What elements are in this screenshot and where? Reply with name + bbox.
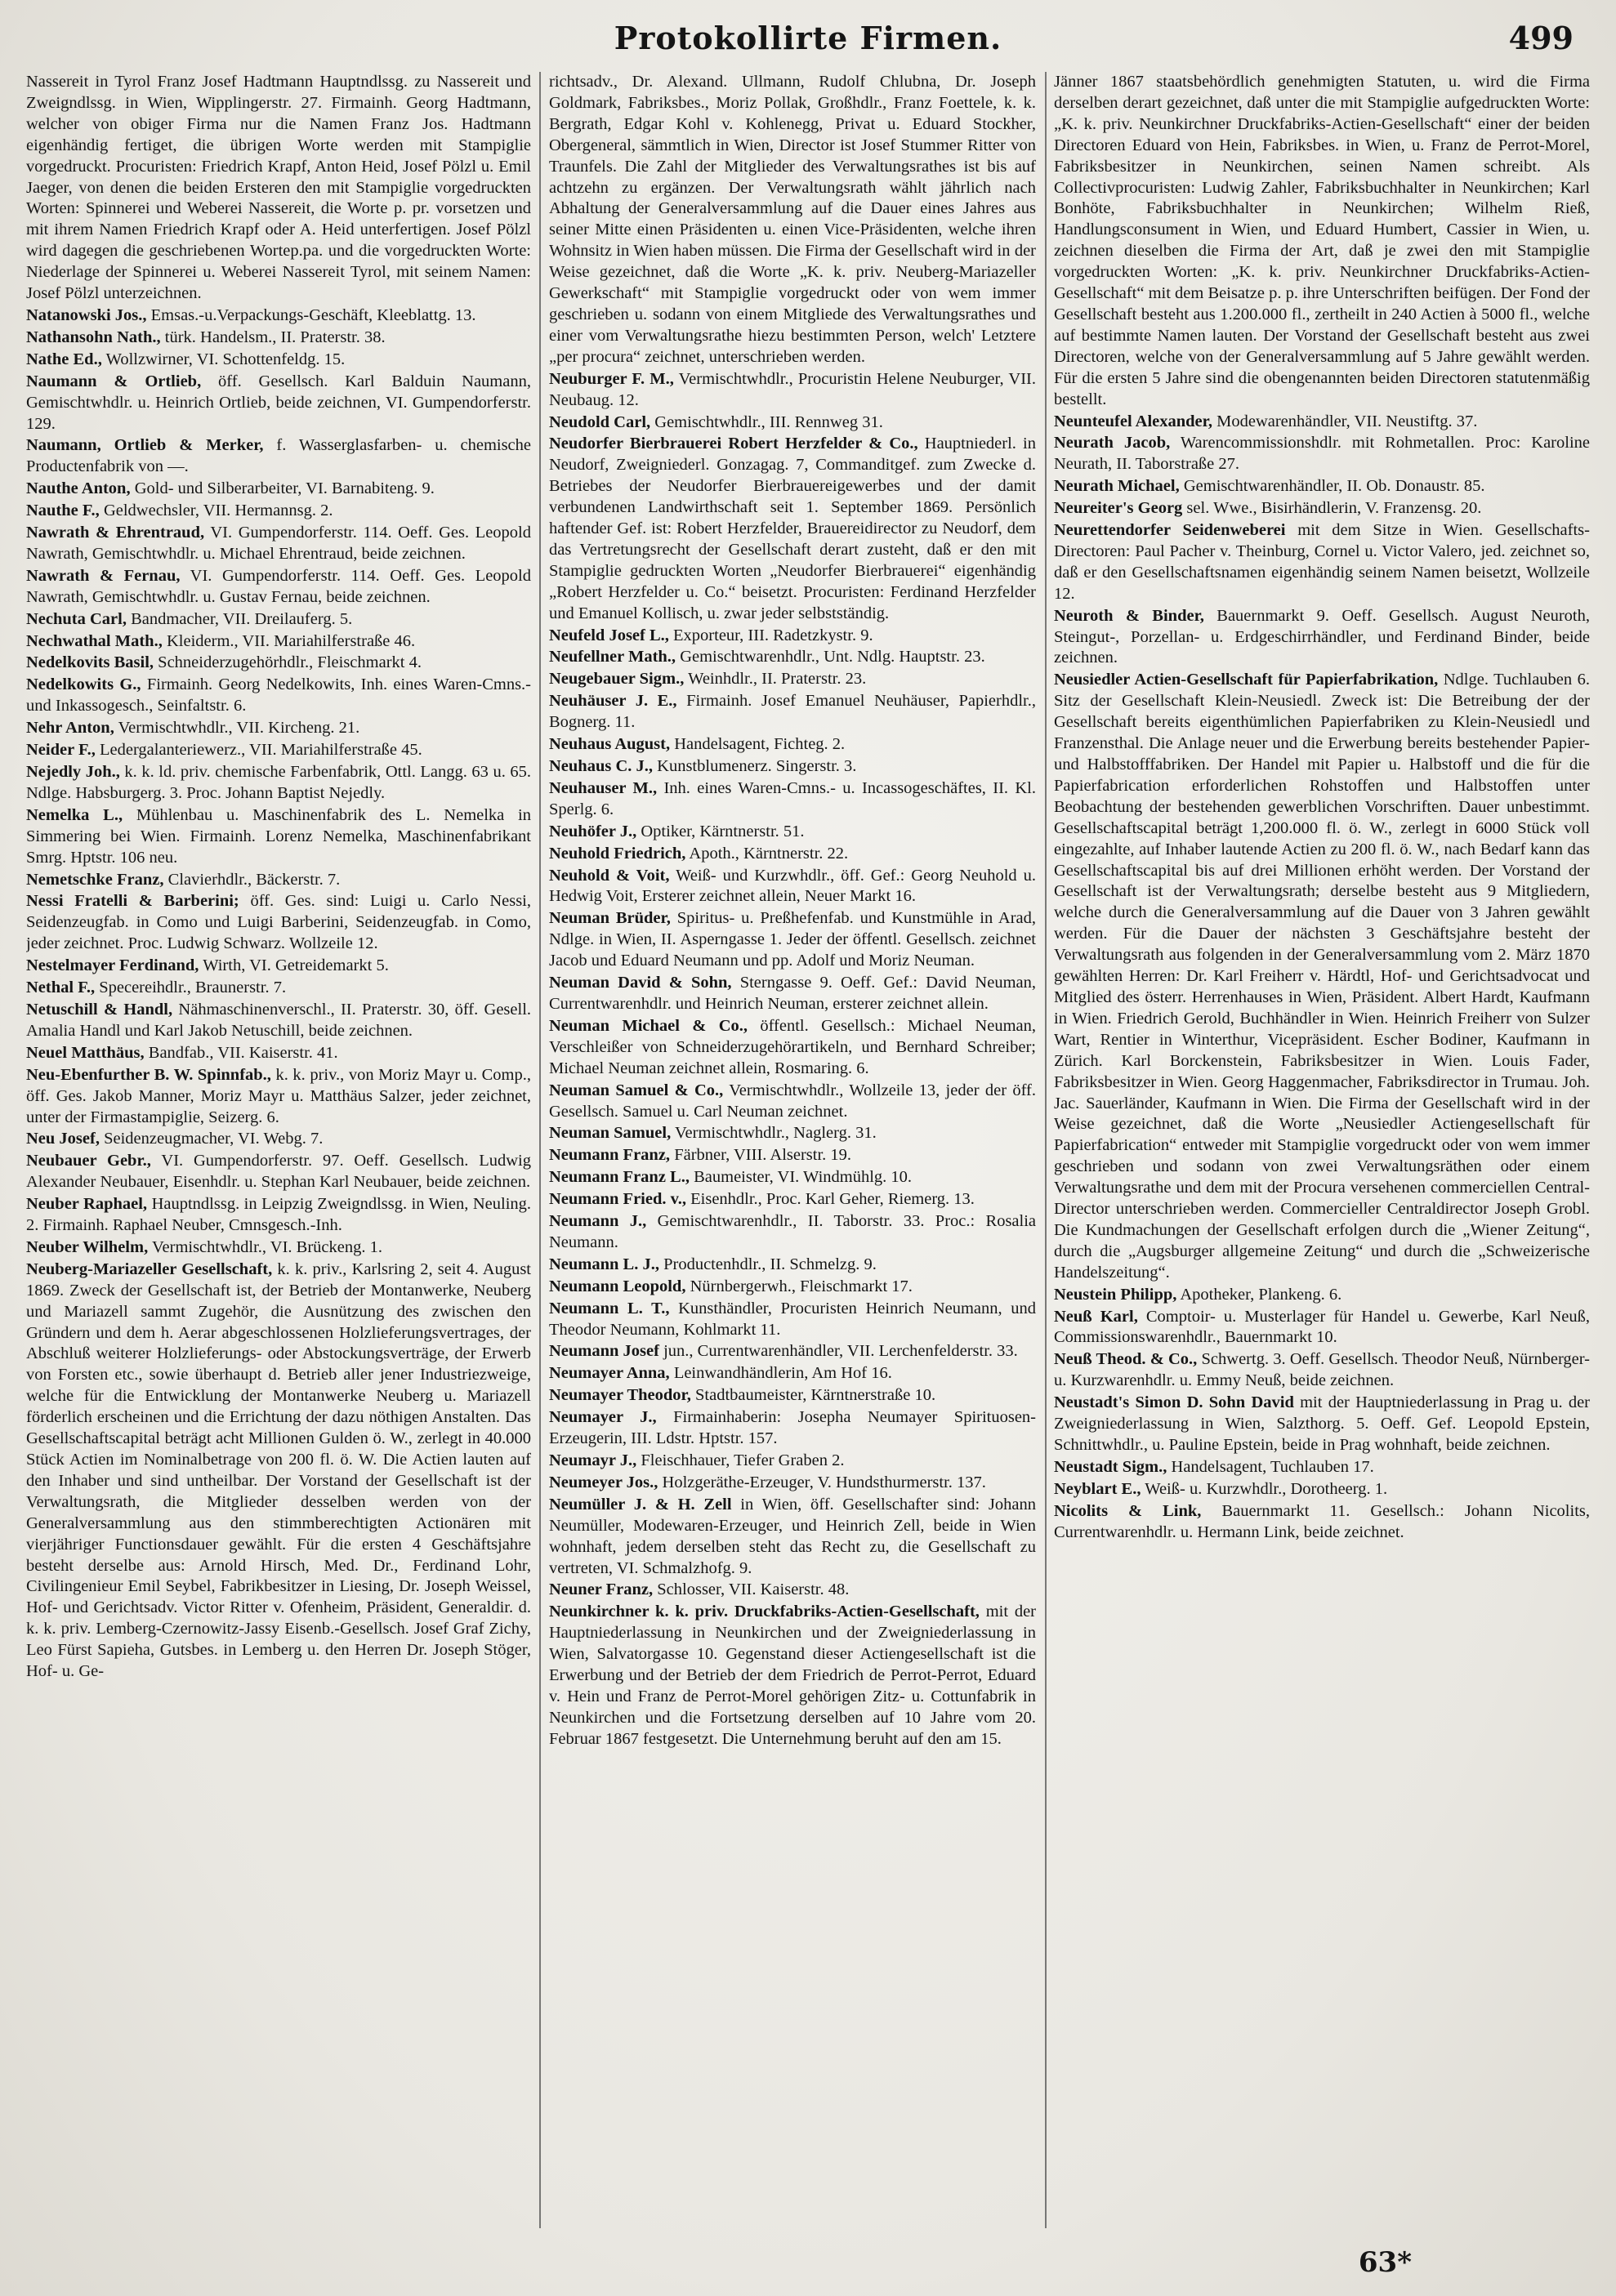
- firm-name: Neuburger F. M.,: [549, 369, 674, 388]
- entry-text: VI. Gumpendorferstr. 114. Oeff. Ges. Leopold Nawrath, Gemischtwhdlr. u. Gustav Fernau, beide zeichnen.: [26, 566, 531, 606]
- entry-text: Bandfab., VII. Kaiserstr. 41.: [148, 1043, 338, 1062]
- firm-name: Neyblart E.,: [1054, 1479, 1141, 1498]
- entry-text: Schneiderzugehörhdlr., Fleischmarkt 4.: [158, 653, 422, 672]
- firm-name: Neuß Karl,: [1054, 1307, 1138, 1326]
- firm-name: Nessi Fratelli & Barberini;: [26, 892, 239, 911]
- firm-name: Neumayer J.,: [549, 1408, 657, 1427]
- directory-entry: [549, 647, 1036, 668]
- entry-text: Productenhdlr., II. Schmelzg. 9.: [663, 1255, 877, 1273]
- directory-entry: [549, 669, 1036, 690]
- entry-text: Vermischtwhdlr., Wollzeile 13, jeder der öff. Gesellsch. Samuel u. Carl Neuman zeichnet.: [549, 1081, 1036, 1121]
- entry-text: Leinwandhändlerin, Am Hof 16.: [673, 1364, 892, 1383]
- directory-entry: [549, 1189, 1036, 1210]
- directory-entry: [549, 866, 1036, 908]
- column-3: [1054, 72, 1590, 2236]
- firm-name: Nethal F.,: [26, 979, 96, 997]
- firm-name: Neumüller J. & H. Zell: [549, 1495, 732, 1514]
- firm-name: Nathe Ed.,: [26, 350, 102, 368]
- entry-text: Kunstblumenerz. Singerstr. 3.: [657, 757, 857, 775]
- firm-name: Neumann Josef: [549, 1342, 659, 1361]
- firm-name: Neumayr J.,: [549, 1451, 637, 1469]
- firm-name: Natanowski Jos.,: [26, 305, 147, 324]
- entry-text: öff. Ges. sind: Luigi u. Carlo Nessi, Seidenzeugfab. in Como und Luigi Barberini, Seidenzeugfab. in Como, jeder zeichnet. Proc. Ludwig Schwarz. Wollzeile 12.: [26, 892, 531, 953]
- entry-text: Hauptndlssg. in Leipzig Zweigndlssg. in Wien, Neuling. 2. Firmainh. Raphael Neuber, Cmnsgesch.-Inh.: [26, 1195, 531, 1235]
- column-2: [549, 72, 1036, 2236]
- directory-entry: [1054, 1501, 1590, 1544]
- directory-entry: [549, 1167, 1036, 1188]
- entry-text: Eisenhdlr., Proc. Karl Geher, Riemerg. 13.: [690, 1190, 975, 1209]
- firm-name: Neuner Franz,: [549, 1580, 654, 1599]
- firm-name: Neuman Brüder,: [549, 909, 671, 928]
- entry-text: Bauernmarkt 9. Oeff. Gesellsch. August Neuroth, Steingut-, Porzellan- u. Erdgeschirrhändler, und Ferdinand Binder, beide zeichnen.: [1054, 606, 1590, 667]
- directory-entry: [1054, 1285, 1590, 1306]
- directory-entry: [1054, 72, 1590, 411]
- firm-name: Neuhold Friedrich,: [549, 844, 686, 863]
- entry-text: Handelsagent, Fichteg. 2.: [674, 735, 846, 754]
- entry-text: Vermischtwhdlr., VI. Brückeng. 1.: [151, 1237, 383, 1256]
- firm-name: Neuhöfer J.,: [549, 822, 637, 840]
- entry-text: Jänner 1867 staatsbehördlich genehmigten Statuten, u. wird die Firma derselben derart gezeichnet, daß unter die mit Stampiglie aufgedruckten Worte: „K. k. priv. Neunkirchner Druckfabriks-Actien-Gesellschaft“ einer der beiden Directoren Eduard von Hein, Fabriksbes. in Wien, u. Franz de Perrot-Morel, Fabriksbesitzer in Neunkirchen, seinen Namen schreibt. Als Collectivprocuristen: Ludwig Zahler, Fabriksbuchhalter in Neunkirchen; Karl Bonhöte, Fabriksbuchhalter in Neunkirchen; Wilhelm Rieß, Handlungsconsument in Wien, und Eduard Humbert, Cassier in Wien, u. zeichnen dieselben die Firma der Art, daß je zwei den mit Stampiglie vorgedruckten Worten: „K. k. priv. Neunkirchner Druckfabriks-Actien-Gesellschaft“ mit dem Beisatze p. p. ihre Unterschriften beifügen. Der Fond der Gesellschaft besteht aus 1.200.000 fl., zertheilt in 240 Actien à 5000 fl., welche auf bestimmte Namen lauten. Der Vorstand der Gesellschaft besteht aus zwei Directoren, welche von der Generalversammlung auf 5 Jahre gewählt werden. Für die ersten 5 Jahre sind die obengenannten beiden Directoren statutenmäßig bestellt.: [1054, 73, 1590, 408]
- directory-entry: [1054, 670, 1590, 1283]
- directory-entry: [549, 844, 1036, 865]
- directory-entry: [26, 1259, 531, 1683]
- entry-text: Apoth., Kärntnerstr. 22.: [689, 844, 849, 863]
- entry-text: Weiß- u. Kurzwhdlr., Dorotheerg. 1.: [1145, 1479, 1388, 1498]
- entry-text: Bandmacher, VII. Dreilauferg. 5.: [131, 609, 353, 628]
- entry-text: Emsas.-u.Verpackungs-Geschäft, Kleeblattg. 13.: [150, 305, 476, 324]
- directory-entry: [1054, 606, 1590, 670]
- directory-entry: [549, 734, 1036, 756]
- firm-name: Neudold Carl,: [549, 412, 651, 431]
- directory-entry: [1054, 1479, 1590, 1500]
- page-number: 499: [1508, 20, 1574, 56]
- entry-text: öffentl. Gesellsch.: Michael Neuman, Verschleißer von Schneiderzugehörartikeln, und Bernhard Schreiber; Michael Neuman zeichnet allein, Rosmaring. 6.: [549, 1016, 1036, 1077]
- directory-entry: [549, 1211, 1036, 1254]
- entry-text: Bauernmarkt 11. Gesellsch.: Johann Nicolits, Currentwarenhdlr. u. Hermann Link, beide zeichnet.: [1054, 1501, 1590, 1541]
- entry-text: türk. Handelsm., II. Praterstr. 38.: [164, 328, 386, 346]
- entry-text: Stadtbaumeister, Kärntnerstraße 10.: [695, 1386, 936, 1405]
- directory-entry: [26, 72, 531, 305]
- firm-name: Nauthe Anton,: [26, 479, 131, 498]
- directory-entry: [26, 435, 531, 478]
- entry-text: in Wien, öff. Gesellschafter sind: Johann Neumüller, Modewaren-Erzeuger, und Heinrich Zell, beide in Wien wohnhaft, jedem derselben steht das Recht zu, die Gesellschaft zu vertreten, VI. Schmalzhofg. 9.: [549, 1495, 1036, 1577]
- entry-text: VI. Gumpendorferstr. 114. Oeff. Ges. Leopold Nawrath, Gemischtwhdlr. u. Michael Ehrentraud, beide zeichnen.: [26, 524, 531, 563]
- firm-name: Neuman Michael & Co.,: [549, 1016, 748, 1035]
- directory-entry: [549, 1407, 1036, 1450]
- firm-name: Neumeyer Jos.,: [549, 1473, 658, 1491]
- firm-name: Neuberg-Mariazeller Gesellschaft,: [26, 1259, 273, 1278]
- entry-text: Vermischtwhdlr., Procuristin Helene Neuburger, VII. Neubaug. 12.: [549, 369, 1036, 409]
- directory-entry: [26, 1129, 531, 1150]
- entry-text: Firmainh. Josef Emanuel Neuhäuser, Papierhdlr., Bognerg. 11.: [549, 692, 1036, 732]
- firm-name: Neider F.,: [26, 741, 96, 760]
- entry-text: Färbner, VIII. Alserstr. 19.: [674, 1146, 852, 1165]
- entry-text: Weiß- und Kurzwhdlr., öff. Gef.: Georg Neuhold u. Hedwig Voit, Ersterer zeichnet allein, Neuer Markt 16.: [549, 866, 1036, 906]
- firm-name: Neustein Philipp,: [1054, 1285, 1177, 1304]
- directory-entry: [26, 305, 531, 327]
- entry-text: Sterngasse 9. Oeff. Gef.: David Neuman, Currentwarenhdlr. und Heinrich Neuman, ersterer zeichnet allein.: [549, 974, 1036, 1013]
- columns-container: [26, 72, 1590, 2236]
- firm-name: Nechwathal Math.,: [26, 631, 163, 650]
- firm-name: Nathansohn Nath.,: [26, 328, 161, 346]
- firm-name: Neumann Franz,: [549, 1146, 671, 1165]
- directory-entry: [549, 1123, 1036, 1144]
- directory-entry: [26, 1043, 531, 1064]
- firm-name: Nehr Anton,: [26, 719, 114, 738]
- entry-text: k. k. priv., Karlsring 2, seit 4. August 1869. Zweck der Gesellschaft ist, der Betrieb der Montanwerke, Neuberg und Mariazell sammt Zugehör, die Ausnützung des zwischen den Gründern und dem h. Aerar abgeschlossenen Holzlieferungsvertrages, der Abschluß weiterer Holzlieferungs- oder Abstockungsverträge, der Erwerb von Forsten etc., sowie überhaupt d. Betrieb aller jener Industriezweige, welche für die Entwicklung der Montanwerke Neuberg u. Mariazell förderlich erscheinen und die Errichtung der dazu nöthigen Anstalten. Das Gesellschaftscapital beträgt acht Millionen Gulden ö. W., zerlegt in 40.000 Stück Actien im Nominalbetrage von 200 fl. ö. W. Die Actien lauten auf den Inhaber und sind untheilbar. Der Vorstand der Gesellschaft ist der Verwaltungsrath, die Mitglieder desselben werden von der Generalversammlung aus den stimmberechtigten Actionären mit vierjähriger Functionsdauer gewählt. Für die ersten 4 Geschäftsjahre besteht derselbe aus: Arnold Hirsch, Med. Dr., Ferdinand Lohr, Civilingenieur Emil Seybel, Fabrikbesitzer in Liesing, Dr. Joseph Weissel, Hof- und Gerichtsadv. Victor Ritter v. Ofenheim, Präsident, Generaldir. d. k. k. priv. Lemberg-Czernowitz-Jassy Eisenb.-Gesellsch. Josef Graf Zichy, Leo Fürst Sapieha, Gutsbes. in Lemberg u. den Herren Dr. Joseph Stöger, Hof- u. Ge-: [26, 1259, 531, 1681]
- entry-text: Vermischtwhdlr., VII. Kircheng. 21.: [118, 719, 360, 738]
- directory-entry: [549, 1255, 1036, 1276]
- entry-text: Clavierhdlr., Bäckerstr. 7.: [167, 870, 341, 889]
- directory-entry: [549, 1145, 1036, 1166]
- firm-name: Neuhold & Voit,: [549, 866, 670, 885]
- directory-entry: [549, 1495, 1036, 1580]
- directory-entry: [549, 434, 1036, 624]
- firm-name: Neureiter's Georg: [1054, 499, 1183, 518]
- firm-name: Neuman Samuel,: [549, 1124, 672, 1143]
- firm-name: Neu Josef,: [26, 1130, 100, 1148]
- directory-entry: [1054, 1349, 1590, 1392]
- page-title: Protokollirte Firmen.: [614, 20, 1002, 56]
- firm-name: Neubauer Gebr.,: [26, 1152, 151, 1170]
- entry-text: Ndlge. Tuchlauben 6. Sitz der Gesellschaft Klein-Neusiedl. Zweck ist: Die Betreibung der der Gesellschaft bereits eigenthümlichen Papierfabriken zu Klein-Neusiedl und Franzensthal. Die Anlage neuer und die Erwerbung bereits bestehender Papier- und Halbstofffabriken. Der Handel mit Papier u. Halbstoff und die für die Papierfabrication erforderlichen Rohstoffen und Halbstoffen unter Beobachtung der bestehenden gewerblichen Vorschriften. Dauer unbestimmt. Gesellschaftscapital beträgt 1,200.000 fl. ö. W., zerlegt in 6000 Stück voll eingezahlte, auf Inhaber lautende Actien zu 200 fl. ö. W., nach Bedarf kann das Gesellschaftscapital bis auf drei Millionen erhöht werden. Der Vorstand der Gesellschaft ist der Verwaltungsrath; derselbe besteht aus 9 Mitgliedern, welche durch die Generalversammlung auf die Dauer von 3 Jahren gewählt werden. Für die Dauer der nächsten 3 Geschäftsjahre besteht der Verwaltungsrath aus folgenden in der Generalversammlung vom 2. März 1870 gewählten Herren: Dr. Karl Freiherr v. Härdtl, Hof- und Gerichtsadvocat und Mitglied des österr. Herrenhauses in Wien, Präsident. Albert Hardt, Kaufmann in Wien. Friedrich Gerold, Buchhändler in Wien. Heinrich Freiherr von Sulzer Wart, Rentier in Winterthur, Vicepräsident. Escher Bodiner, Kaufmann in Zürich. Karl Borckenstein, Fabriksbesitzer in Wien. Louis Fader, Fabriksbesitzer in Wien. Georg Haggenmacher, Fabriksdirector in Trumau. Joh. Jac. Sauerländer, Kaufmann in Wien. Die Firma der Gesellschaft wird in der Weise gezeichnet, daß die Worte „Neusiedler Actiengesellschaft für Papierfabrication“ entweder mit Stampiglie vorgedruckt oder von wem immer geschrieben und sodann von zwei Verwaltungsräthen oder einem Verwaltungsrathe und dem mit der Procura versehenen commerciellen Central-Director unterschrieben werden. Commercieller Centraldirector Joseph Grobl. Die Kundmachungen der Gesellschaft erfolgen durch die „Wiener Zeitung“, durch die „Augsburger allgemeine Zeitung“ und durch die „Schweizerische Handelszeitung“.: [1054, 671, 1590, 1282]
- entry-text: Nassereit in Tyrol Franz Josef Hadtmann Hauptndlssg. zu Nassereit und Zweigndlssg. in Wien, Wipplingerstr. 27. Firmainh. Georg Hadtmann, welcher von obiger Firma nur die Namen Franz Jos. Hadtmann eigenhändig fertiget, die übrigen Worte werden mit Stampiglie vorgedruckt. Procuristen: Friedrich Krapf, Anton Heid, Josef Pölzl u. Emil Jaeger, von denen die beiden Ersteren den mit Stampiglie vorgedruckten Worten: Spinnerei und Weberei Nassereit, die Worte p. pr. vorsetzen und mit ihrem Namen Friedrich Krapf oder A. Heid unterfertigen. Josef Pölzl wird dagegen die geschriebenen Wortep.pa. und die vorgedruckten Worte: Niederlage der Spinnerei u. Weberei Nassereit Tyrol, mit seinem Namen: Josef Pölzl unterzeichnen.: [26, 73, 531, 303]
- directory-entry: [549, 369, 1036, 412]
- directory-entry: [26, 675, 531, 717]
- firm-name: Nedelkowits G.,: [26, 675, 141, 694]
- entry-text: sel. Wwe., Bisirhändlerin, V. Franzensg. 20.: [1186, 499, 1482, 518]
- directory-entry: [549, 1341, 1036, 1362]
- firm-name: Neumann Leopold,: [549, 1277, 686, 1295]
- entry-text: mit der Hauptniederlassung in Prag u. der Zweigniederlassung in Wien, Salzthorg. 5. Oeff. Gef. Leopold Epstein, Schnittwhdlr., u. Pauline Epstein, beide in Prag wohnhaft, beide zeichnen.: [1054, 1393, 1590, 1454]
- entry-text: k. k. priv., von Moriz Mayr u. Comp., öff. Ges. Jakob Manner, Moriz Mayr u. Matthäus Salzer, jeder zeichnet, unter der Firmastampiglie, Seizerg. 6.: [26, 1065, 531, 1126]
- directory-entry: [26, 609, 531, 631]
- firm-name: Naumann, Ortlieb & Merker,: [26, 436, 264, 455]
- directory-entry: [26, 956, 531, 977]
- directory-entry: [26, 870, 531, 891]
- firm-name: Neufellner Math.,: [549, 648, 676, 667]
- directory-entry: [1054, 1307, 1590, 1349]
- firm-name: Neuß Theod. & Co.,: [1054, 1350, 1198, 1369]
- firm-name: Nestelmayer Ferdinand,: [26, 956, 199, 975]
- directory-entry: [1054, 498, 1590, 519]
- directory-entry: [549, 1602, 1036, 1750]
- entry-text: Hauptniederl. in Neudorf, Zweigniederl. Gonzagag. 7, Commanditgef. zum Zwecke d. Betriebes der Neudorfer Bierbrauereigewerbes und der damit verbundenen Landwirthschaft seit 1. September 1869. Persönlich haftender Gef. ist: Robert Herzfelder, Brauereidirector zu Neudorf, dem das Vertretungsrecht der Gesellschaft derart zusteht, daß er den mit Stampiglie gedruckten Worten „Neudorfer Bierbrauerei“ eigenhändig „Robert Herzfelder u. Co.“ beisetzt. Procuristen: Ferdinand Herzfelder und Emanuel Kollisch, u. zwar jeder selbstständig.: [549, 435, 1036, 622]
- directory-entry: [26, 1237, 531, 1259]
- entry-text: Gemischtwarenhdlr., Unt. Ndlg. Hauptstr. 23.: [680, 648, 985, 667]
- firm-name: Neuel Matthäus,: [26, 1043, 145, 1062]
- entry-text: mit der Hauptniederlassung in Neunkirchen und der Zweigniederlassung in Wien, Salvatorgasse 10. Gegenstand dieser Actiengesellschaft ist die Erwerbung und der Betrieb der dem Friedrich de Perrot-Perrot, Eduard v. Hein und Franz de Perrot-Morel gehörigen Zitz- u. Cottunfabrik in Neunkirchen und die Fortsetzung derselben auf 10 Jahre vom 20. Februar 1867 festgesetzt. Die Unternehmung beruht auf den am 15.: [549, 1603, 1036, 1748]
- firm-name: Neumann Franz L.,: [549, 1168, 690, 1187]
- entry-text: Baumeister, VI. Windmühlg. 10.: [694, 1168, 913, 1187]
- firm-name: Neuhaus August,: [549, 735, 671, 754]
- directory-entry: [1054, 1393, 1590, 1456]
- directory-entry: [1054, 433, 1590, 475]
- directory-entry: [549, 973, 1036, 1015]
- entry-text: VI. Gumpendorferstr. 97. Oeff. Gesellsch. Ludwig Alexander Neubauer, Eisenhdlr. u. Stephan Karl Neubauer, beide zeichnen.: [26, 1152, 531, 1192]
- directory-entry: [549, 908, 1036, 972]
- firm-name: Neumayer Anna,: [549, 1364, 670, 1383]
- entry-text: Gemischtwarenhdlr., II. Taborstr. 33. Proc.: Rosalia Neumann.: [549, 1212, 1036, 1251]
- firm-name: Neuhauser M.,: [549, 778, 658, 797]
- printer-signature: 63*: [1358, 2246, 1412, 2279]
- entry-text: Kunsthändler, Procuristen Heinrich Neumann, und Theodor Neumann, Kohlmarkt 11.: [549, 1299, 1036, 1339]
- entry-text: Weinhdlr., II. Praterstr. 23.: [688, 670, 867, 689]
- entry-text: Gold- und Silberarbeiter, VI. Barnabiteng. 9.: [134, 479, 435, 498]
- firm-name: Nicolits & Link,: [1054, 1501, 1202, 1520]
- entry-text: Schlosser, VII. Kaiserstr. 48.: [657, 1580, 850, 1599]
- firm-name: Nemetschke Franz,: [26, 870, 164, 889]
- page-header: [26, 15, 1590, 64]
- entry-text: Nürnbergerwh., Fleischmarkt 17.: [690, 1277, 913, 1295]
- firm-name: Netuschill & Handl,: [26, 1000, 173, 1019]
- entry-text: Spiritus- u. Preßhefenfab. und Kunstmühle in Arad, Ndlge. in Wien, II. Asperngasse 1. Jeder der öffentl. Gesellsch. zeichnet Jacob und Eduard Neumann und pp. Adolf und Moriz Neuman.: [549, 909, 1036, 970]
- firm-name: Neuroth & Binder,: [1054, 606, 1204, 625]
- directory-entry: [549, 1363, 1036, 1384]
- firm-name: Naumann & Ortlieb,: [26, 372, 202, 390]
- firm-name: Neugebauer Sigm.,: [549, 670, 685, 689]
- entry-text: Gemischtwhdlr., III. Rennweg 31.: [654, 412, 883, 431]
- entry-text: Wirth, VI. Getreidemarkt 5.: [203, 956, 389, 975]
- directory-entry: [26, 762, 531, 805]
- entry-text: Ledergalanteriewerz., VII. Mariahilferstraße 45.: [99, 741, 422, 760]
- firm-name: Neumayer Theodor,: [549, 1386, 691, 1405]
- firm-name: Neumann Fried. v.,: [549, 1190, 686, 1209]
- directory-entry: [26, 372, 531, 435]
- directory-entry: [549, 778, 1036, 821]
- entry-text: Firmainhaberin: Josepha Neumayer Spirituosen-Erzeugerin, III. Ldstr. Hptstr. 157.: [549, 1408, 1036, 1448]
- firm-name: Neumann L. T.,: [549, 1299, 670, 1317]
- entry-text: Gemischtwarenhändler, II. Ob. Donaustr. 85.: [1183, 477, 1485, 496]
- firm-name: Neurath Michael,: [1054, 477, 1180, 496]
- column-1: [26, 72, 531, 2236]
- directory-entry: [549, 1473, 1036, 1494]
- firm-name: Neustadt Sigm.,: [1054, 1457, 1167, 1476]
- directory-entry: [549, 691, 1036, 733]
- firm-name: Neuhäuser J. E.,: [549, 692, 677, 711]
- directory-entry: [549, 822, 1036, 843]
- firm-name: Neu-Ebenfurther B. W. Spinnfab.,: [26, 1065, 271, 1084]
- firm-name: Neumann L. J.,: [549, 1255, 659, 1273]
- entry-text: Warencommissionshdlr. mit Rohmetallen. Proc: Karoline Neurath, II. Taborstraße 27.: [1054, 434, 1590, 474]
- firm-name: Neuman Samuel & Co.,: [549, 1081, 724, 1099]
- entry-text: Holzgeräthe-Erzeuger, V. Hundsthurmerstr. 137.: [662, 1473, 986, 1491]
- entry-text: richtsadv., Dr. Alexand. Ullmann, Rudolf Chlubna, Dr. Joseph Goldmark, Fabriksbes., Moriz Pollak, Großhdlr., Franz Foettele, k. k. Bergrath, Edgar Kohl v. Kohlenegg, Privat u. Eduard Stockher, Obergeneral, sämmtlich in Wien, Director ist Josef Stummer Ritter von Traunfels. Die Zahl der Mitglieder des Verwaltungsrathes ist bis auf achtzehn zu ergänzen. Der Verwaltungsrath wählt jährlich nach Abhaltung der Generalversammlung auf die Dauer eines Jahres aus seiner Mitte einen Präsidenten u. einen Vice-Präsidenten, welche ihren Wohnsitz in Wien haben müssen. Die Firma der Gesellschaft wird in der Weise gezeichnet, daß die Worte „K. k. priv. Neuberg-Mariazeller Gewerkschaft“ mit Stampiglie vorgedruckt oder von wem immer geschrieben u. sodann von einem Mitgliede des Verwaltungsrathes und einer vom Verwaltungsrathe hiezu bestimmten Person, welch' Letztere „per procura“ zeichnet, unterschrieben werden.: [549, 73, 1036, 366]
- entry-text: Optiker, Kärntnerstr. 51.: [641, 822, 805, 840]
- directory-entry: [1054, 476, 1590, 497]
- directory-entry: [26, 566, 531, 609]
- directory-entry: [549, 1299, 1036, 1341]
- directory-entry: [549, 1081, 1036, 1123]
- directory-entry: [26, 1065, 531, 1129]
- directory-entry: [26, 479, 531, 500]
- entry-text: Inh. eines Waren-Cmns.- u. Incassogeschäftes, II. Kl. Sperlg. 6.: [549, 778, 1036, 818]
- entry-text: Geldwechsler, VII. Hermannsg. 2.: [103, 502, 333, 520]
- directory-entry: [26, 328, 531, 349]
- firm-name: Neustadt's Simon D. Sohn David: [1054, 1393, 1294, 1412]
- firm-name: Nechuta Carl,: [26, 609, 127, 628]
- entry-text: Apotheker, Plankeng. 6.: [1180, 1285, 1342, 1304]
- directory-entry: [549, 1277, 1036, 1298]
- directory-entry: [26, 653, 531, 674]
- entry-text: Vermischtwhdlr., Naglerg. 31.: [674, 1124, 877, 1143]
- entry-text: Seidenzeugmacher, VI. Webg. 7.: [104, 1130, 324, 1148]
- entry-text: Comptoir- u. Musterlager für Handel u. Gewerbe, Karl Neuß, Commissionswarenhdlr., Bauernmarkt 10.: [1054, 1307, 1590, 1347]
- directory-entry: [1054, 1457, 1590, 1478]
- directory-entry: [26, 891, 531, 955]
- directory-entry: [549, 756, 1036, 778]
- entry-text: jun., Currentwarenhändler, VII. Lerchenfelderstr. 33.: [663, 1342, 1018, 1361]
- entry-text: Mühlenbau u. Maschinenfabrik des L. Nemelka in Simmering bei Wien. Firmainh. Lorenz Nemelka, Maschinenfabrikant Smrg. Hptstr. 106 neu.: [26, 805, 531, 867]
- directory-entry: [26, 501, 531, 522]
- entry-text: Fleischhauer, Tiefer Graben 2.: [641, 1451, 845, 1469]
- firm-name: Neunteufel Alexander,: [1054, 412, 1212, 430]
- entry-text: Specereihdlr., Braunerstr. 7.: [99, 979, 287, 997]
- entry-text: Modewarenhändler, VII. Neustiftg. 37.: [1216, 412, 1478, 430]
- directory-entry: [26, 740, 531, 761]
- entry-text: f. Wasserglasfarben- u. chemische Productenfabrik von —.: [26, 436, 531, 476]
- directory-entry: [26, 805, 531, 869]
- firm-name: Neuber Raphael,: [26, 1195, 148, 1214]
- entry-text: Firmainh. Georg Nedelkowits, Inh. eines Waren-Cmns.- und Inkassogesch., Seinfaltstr. 6.: [26, 675, 531, 716]
- directory-entry: [26, 1151, 531, 1193]
- firm-name: Neudorfer Bierbrauerei Robert Herzfelder & Co.,: [549, 435, 918, 453]
- directory-entry: [26, 1000, 531, 1042]
- directory-entry: [549, 626, 1036, 647]
- firm-name: Nejedly Joh.,: [26, 763, 120, 781]
- entry-text: Schwertg. 3. Oeff. Gesellsch. Theodor Neuß, Nürnberger- u. Kurzwarenhdlr. u. Emmy Neuß, beide zeichnen.: [1054, 1350, 1590, 1390]
- directory-entry: [1054, 412, 1590, 433]
- entry-text: Wollzwirner, VI. Schottenfeldg. 15.: [105, 350, 346, 368]
- entry-text: k. k. ld. priv. chemische Farbenfabrik, Ottl. Langg. 63 u. 65. Ndlge. Habsburgerg. 3. Proc. Johann Baptist Nejedly.: [26, 763, 531, 802]
- directory-entry: [26, 523, 531, 565]
- firm-name: Nemelka L.,: [26, 805, 123, 824]
- entry-text: Nähmaschinenverschl., II. Praterstr. 30, öff. Gesell. Amalia Handl und Karl Jakob Netuschill, beide zeichnen.: [26, 1000, 531, 1040]
- directory-entry: [549, 412, 1036, 434]
- entry-text: öff. Gesellsch. Karl Balduin Naumann, Gemischtwhdlr. u. Heinrich Ortlieb, beide zeichnen, VI. Gumpendorferstr. 129.: [26, 372, 531, 433]
- directory-entry: [1054, 520, 1590, 605]
- directory-entry: [26, 1194, 531, 1237]
- directory-entry: [549, 1451, 1036, 1472]
- directory-entry: [549, 72, 1036, 368]
- firm-name: Neusiedler Actien-Gesellschaft für Papierfabrikation,: [1054, 671, 1439, 689]
- entry-text: Kleiderm., VII. Mariahilferstraße 46.: [166, 631, 416, 650]
- entry-text: Handelsagent, Tuchlauben 17.: [1171, 1457, 1374, 1476]
- directory-entry: [549, 1580, 1036, 1601]
- entry-text: mit dem Sitze in Wien. Gesellschafts-Directoren: Paul Pacher v. Theinburg, Cornel u. Victor Valero, jed. zeichnet so, daß er den Gesellschaftsnamen eigenhändig seinem Namen beisetzt, Wollzeile 12.: [1054, 521, 1590, 603]
- firm-name: Nawrath & Ehrentraud,: [26, 524, 205, 542]
- directory-entry: [549, 1385, 1036, 1407]
- firm-name: Neufeld Josef L.,: [549, 626, 669, 644]
- directory-entry: [26, 350, 531, 371]
- firm-name: Neuhaus C. J.,: [549, 757, 654, 775]
- directory-entry: [549, 1016, 1036, 1080]
- firm-name: Neuman David & Sohn,: [549, 974, 732, 992]
- firm-name: Neuber Wilhelm,: [26, 1237, 149, 1256]
- firm-name: Nawrath & Fernau,: [26, 566, 181, 585]
- firm-name: Neurath Jacob,: [1054, 434, 1171, 453]
- directory-entry: [26, 631, 531, 653]
- firm-name: Neunkirchner k. k. priv. Druckfabriks-Actien-Gesellschaft,: [549, 1603, 980, 1621]
- firm-name: Nedelkovits Basil,: [26, 653, 154, 672]
- firm-name: Neurettendorfer Seidenweberei: [1054, 521, 1286, 540]
- entry-text: Exporteur, III. Radetzkystr. 9.: [673, 626, 873, 644]
- directory-entry: [26, 978, 531, 999]
- firm-name: Nauthe F.,: [26, 502, 100, 520]
- firm-name: Neumann J.,: [549, 1212, 647, 1231]
- directory-entry: [26, 718, 531, 739]
